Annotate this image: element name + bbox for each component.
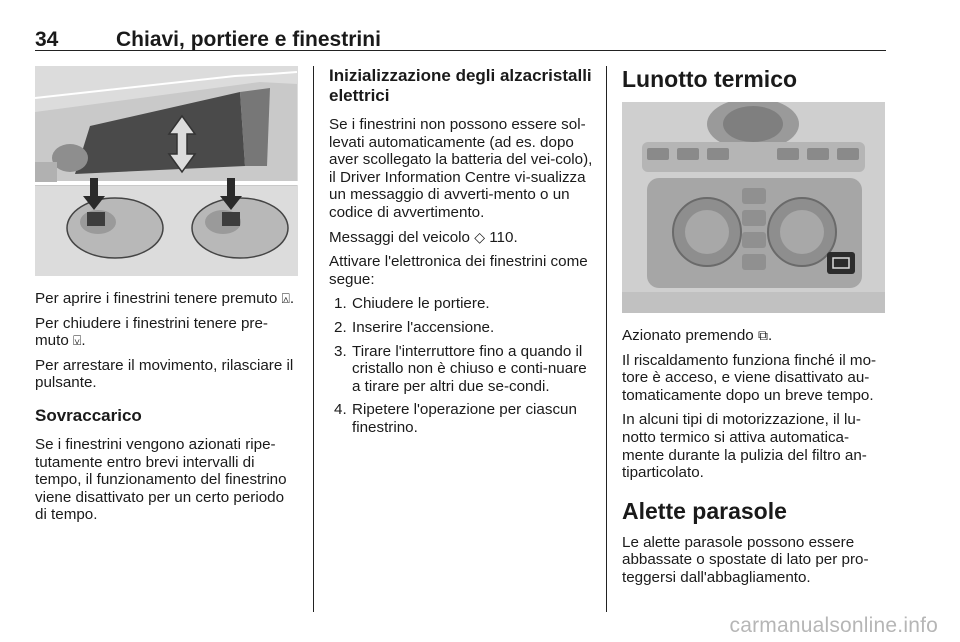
column-divider: [313, 66, 314, 612]
heading-sun-visors: Alette parasole: [622, 497, 787, 524]
paragraph-overload: Se i finestrini vengono azionati ripe-tutamente entro brevi intervalli di tempo, il funzionamento del finestrino viene disattivato per un certo periodo di tempo.: [35, 435, 287, 524]
list-item: 2. Inserire l'accensione.: [334, 318, 495, 336]
page-reference-icon: ◇: [474, 228, 485, 245]
paragraph-engine-types: In alcuni tipi di motorizzazione, il lu-notto termico si attiva automatica-mente durante la pulizia del filtro an-tiparticolato.: [622, 411, 867, 482]
page-title: Chiavi, portiere e finestrini: [116, 28, 381, 51]
paragraph-open-windows: Per aprire i finestrini tenere premuto ⍓.: [35, 290, 295, 307]
paragraph-activate: Attivare l'elettronica dei finestrini come segue:: [329, 253, 588, 288]
paragraph-sun-visors: Le alette parasole possono essere abbassate o spostate di lato per pro-teggersi dall'abbagliamento.: [622, 533, 869, 586]
climate-panel-illustration: [622, 102, 885, 313]
steps-list: [329, 295, 593, 436]
rear-defrost-icon: ⧉: [757, 327, 768, 343]
paragraph-stop: Per arrestare il movimento, rilasciare il pulsante.: [35, 356, 294, 392]
paragraph-close-windows: Per chiudere i finestrini tenere pre-muto ⍌.: [35, 314, 268, 350]
paragraph-heating: Il riscaldamento funziona finché il mo-tore è acceso, e viene disattivato au-tomaticamente dopo un breve tempo.: [622, 351, 877, 404]
window-down-icon: ⍌: [73, 332, 82, 349]
window-up-icon: ⍓: [281, 290, 290, 306]
heading-initialization: Inizializzazione degli alzacristalli elettrici: [329, 66, 592, 105]
column-middle: [329, 66, 593, 444]
paragraph-initialization: Se i finestrini non possono essere sol-levati automaticamente (ad es. dopo aver scollegato la batteria del vei-colo), il Driver Information Centre vi-sualizza un messaggio di avverti-mento o un codice di avvertimento.: [329, 116, 593, 221]
heading-rear-defrost: Lunotto termico: [622, 66, 798, 92]
column-left: [35, 66, 298, 531]
column-divider: [606, 66, 607, 612]
window-key-illustration: [35, 66, 298, 276]
list-item: 3. Tirare l'interruttore fino a quando il cristallo non è chiuso e conti-nuare a tirare per altri due se-condi.: [334, 342, 587, 395]
heading-overload: Sovraccarico: [35, 405, 142, 425]
column-right: [622, 66, 885, 594]
list-item: 4. Ripetere l'operazione per ciascun finestrino.: [334, 401, 577, 436]
paragraph-vehicle-messages: Messaggi del veicolo ◇ 110.: [329, 228, 518, 246]
page-header: [35, 28, 886, 51]
list-item: 1. Chiudere le portiere.: [334, 295, 490, 313]
page-number: 34: [35, 28, 59, 51]
climate-panel-figure: [622, 102, 885, 313]
paragraph-operated-by: Azionato premendo ⧉.: [622, 327, 773, 344]
window-key-figure: [35, 66, 298, 276]
watermark: carmanualsonline.info: [729, 614, 938, 637]
